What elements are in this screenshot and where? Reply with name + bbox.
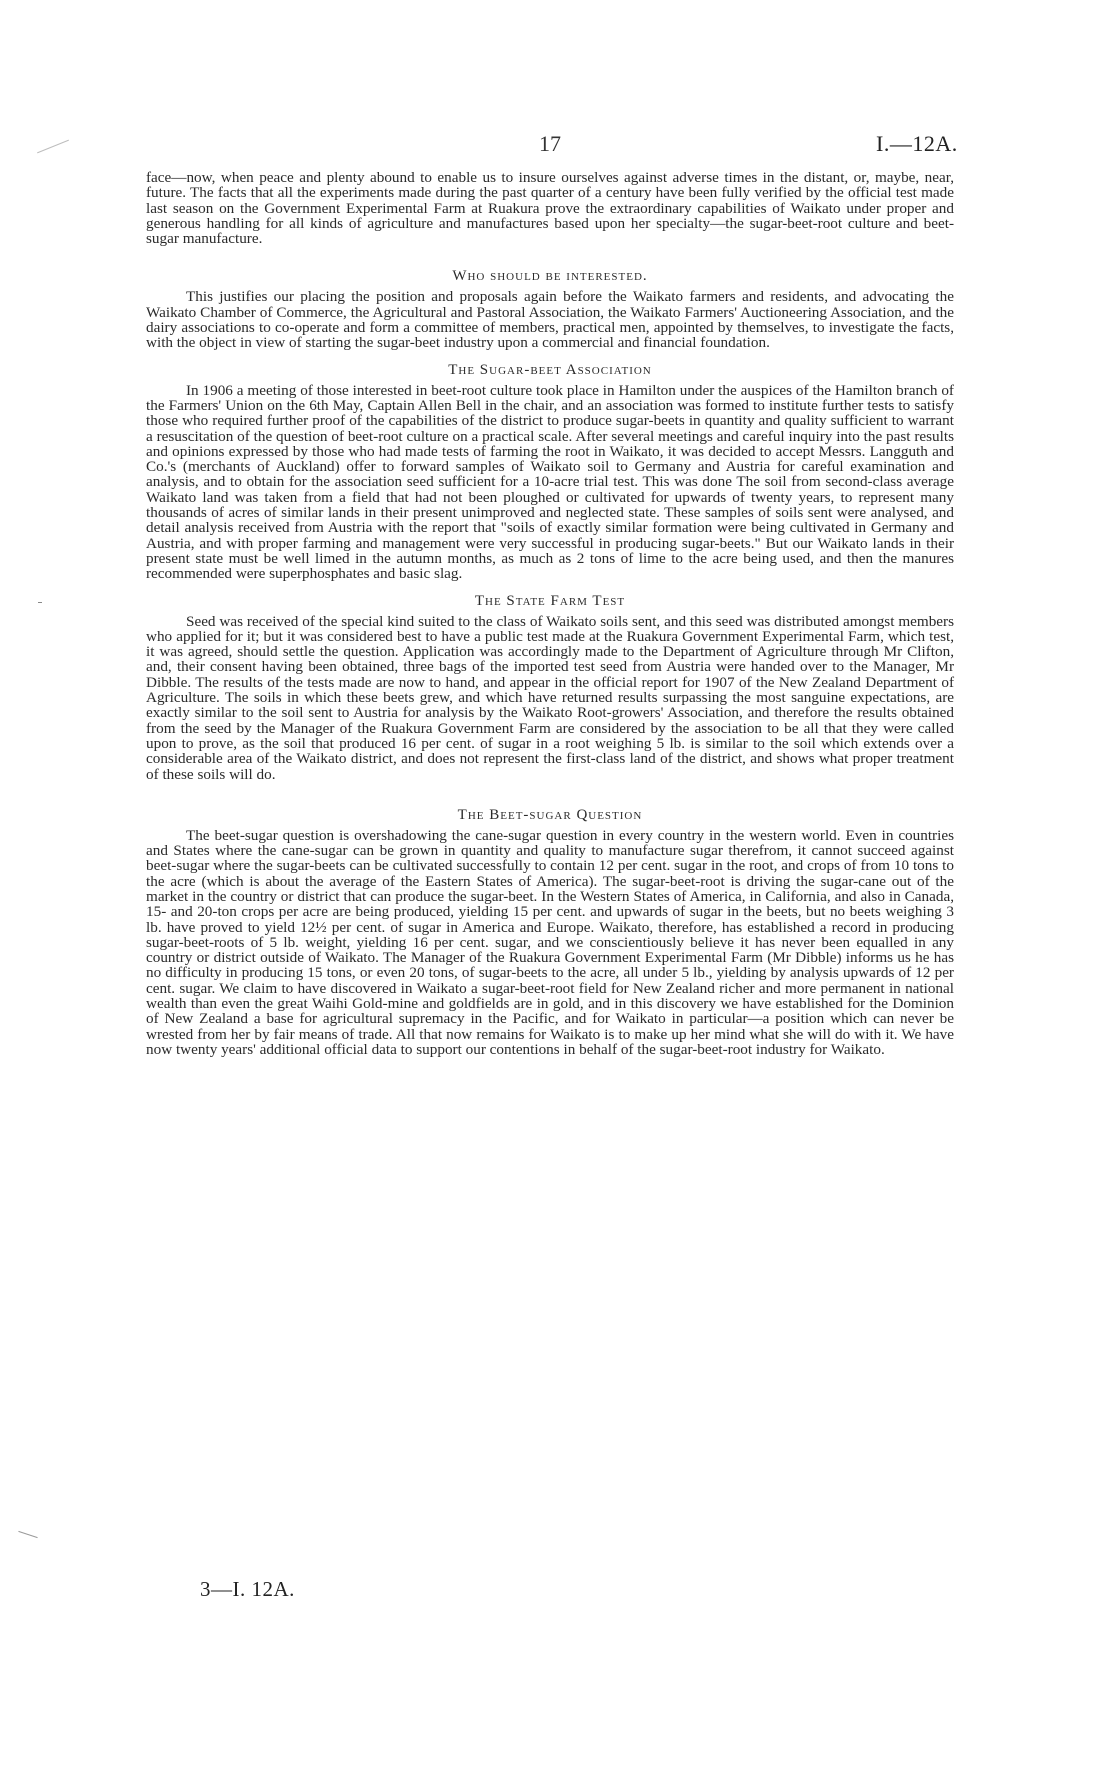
page-number: 17 bbox=[539, 131, 561, 156]
footer-signature: 3—I. 12A. bbox=[200, 1577, 295, 1601]
paragraph-intro: face—now, when peace and plenty abound to enable us to insure ourselves against adverse times in the distant, or, maybe, near, future. The facts that all the experiments made during the past quarter of a century have been fully verified by the official test made last season on the Government Experimental Farm at Ruakura prove the extraordinary capabilities of Waikato under proper and generous handling for all kinds of agriculture and manufactures based upon her specialty—the sugar-beet-root culture and beet-sugar manufacture. bbox=[146, 169, 954, 248]
document-body bbox=[146, 170, 954, 1057]
heading-beet-sugar-question: The Beet-sugar Question bbox=[457, 806, 643, 823]
paragraph-beet-sugar-question: The beet-sugar question is overshadowing the cane-sugar question in every country in the western world. Even in countries and States where the cane-sugar can be grown in quantity and quality to manufacture sugar therefrom, it cannot succeed against beet-sugar where the sugar-beets can be cultivated successfully to contain 12 per cent. sugar in the root, and crops of from 10 tons to the acre (which is about the average of the Eastern States of America). The sugar-beet-root is driving the sugar-cane out of the market in the country or district that can produce the sugar-beet. In the Western States of America, in California, and also in Canada, 15- and 20-ton crops per acre are being produced, yielding 15 per cent. and upwards of sugar in the beets, but no beets weighing 3 lb. have proved to yield 12½ per cent. of sugar in America and Europe. Waikato, therefore, has established a record in producing sugar-beet-roots of 5 lb. weight, yielding 16 per cent. sugar, and we conscientiously believe it has never been equalled in any country or district outside of Waikato. The Manager of the Ruakura Government Experimental Farm (Mr Dibble) informs us he has no difficulty in producing 15 tons, or even 20 tons, of sugar-beets to the acre, all under 5 lb., yielding by analysis upwards of 12 per cent. sugar. We claim to have discovered in Waikato a sugar-beet-root field for New Zealand richer and more permanent in national wealth than even the great Waihi Gold-mine and goldfields are in gold, and in this discovery we have established for the Dominion of New Zealand a base for agricultural supremacy in the Pacific, and for Waikato in particular—a position which can never be wrested from her by fair means of trade. All that now remains for Waikato is to make up her mind what she will do with it. We have now twenty years' additional official data to support our contentions in behalf of the sugar-beet-root industry for Waikato. bbox=[146, 826, 954, 1058]
paragraph-who-should-be-interested: This justifies our placing the position and proposals again before the Waikato farmers and residents, and advocating the Waikato Chamber of Commerce, the Agricultural and Pastoral Association, the Waikato Farmers' Auctioneering Association, and the dairy associations to co-operate and form a committee of members, practical men, appointed by themselves, to investigate the facts, with the object in view of starting the sugar-beet industry upon a commercial and financial foundation. bbox=[146, 288, 954, 352]
scan-artifact-left-mid bbox=[38, 602, 42, 603]
scan-artifact-top bbox=[37, 140, 69, 154]
paragraph-state-farm-test: Seed was received of the special kind suited to the class of Waikato soils sent, and this seed was distributed amongst members who applied for it; but it was considered best to have a public test made at the Ruakura Government Experimental Farm, which test, it was agreed, should settle the question. Application was accordingly made to the Department of Agriculture through Mr Clifton, and, their consent having been obtained, three bags of the imported test seed from Austria were handed over to the Manager, Mr Dibble. The results of the tests made are now to hand, and appear in the official report for 1907 of the New Zealand Department of Agriculture. The soils in which these beets grew, and which have returned results surpassing the most sanguine expectations, are exactly similar to the soil sent to Austria for analysis by the Waikato Root-growers' Association, and therefore the results obtained from the seed by the Manager of the Ruakura Government Farm are considered by the association to be all that they were called upon to prove, as the soil that produced 16 per cent. of sugar in a root weighing 5 lb. is similar to the soil which extends over a considerable area of the Waikato district, and does not represent the first-class land of the district, and shows what proper treatment of these soils will do. bbox=[146, 612, 954, 783]
heading-sugar-beet-association: The Sugar-beet Association bbox=[448, 361, 652, 378]
heading-who-should-be-interested: Who should be interested. bbox=[452, 268, 648, 285]
heading-state-farm-test: The State Farm Test bbox=[474, 592, 626, 609]
paragraph-sugar-beet-association: In 1906 a meeting of those interested in beet-root culture took place in Hamilton under the auspices of the Hamilton branch of the Farmers' Union on the 6th May, Captain Allen Bell in the chair, and an association was formed to institute further tests to satisfy those who required further proof of the capabilities of the district to produce sugar-beets in quantity and quality sufficient to warrant a resuscitation of the question of beet-root culture on a practical scale. After several meetings and careful inquiry into the past results and opinions expressed by those who had made tests of farming the root in Waikato, it was decided to accept Messrs. Langguth and Co.'s (merchants of Auckland) offer to forward samples of Waikato soil to Germany and Austria for careful examination and analysis, and to obtain for the association seed sufficient for a 10-acre trial test. This was done The soil from second-class average Waikato land was taken from a field that had not been ploughed or cultivated for upwards of twenty years, to represent many thousands of acres of similar lands in their present unimproved and neglected state. These samples of soils sent were analysed, and detail analysis received from Austria with the report that "soils of exactly similar formation were being cultivated in Germany and Austria, and with proper farming and management were very successful in producing sugar-beets." But our Waikato lands in their present state must be well limed in the autumn months, as much as 2 tons of lime to the acre being used, and then the manures recommended were superphosphates and basic slag. bbox=[146, 381, 954, 583]
document-reference: I.—12A. bbox=[876, 131, 958, 156]
scan-artifact-bottom bbox=[18, 1531, 37, 1538]
